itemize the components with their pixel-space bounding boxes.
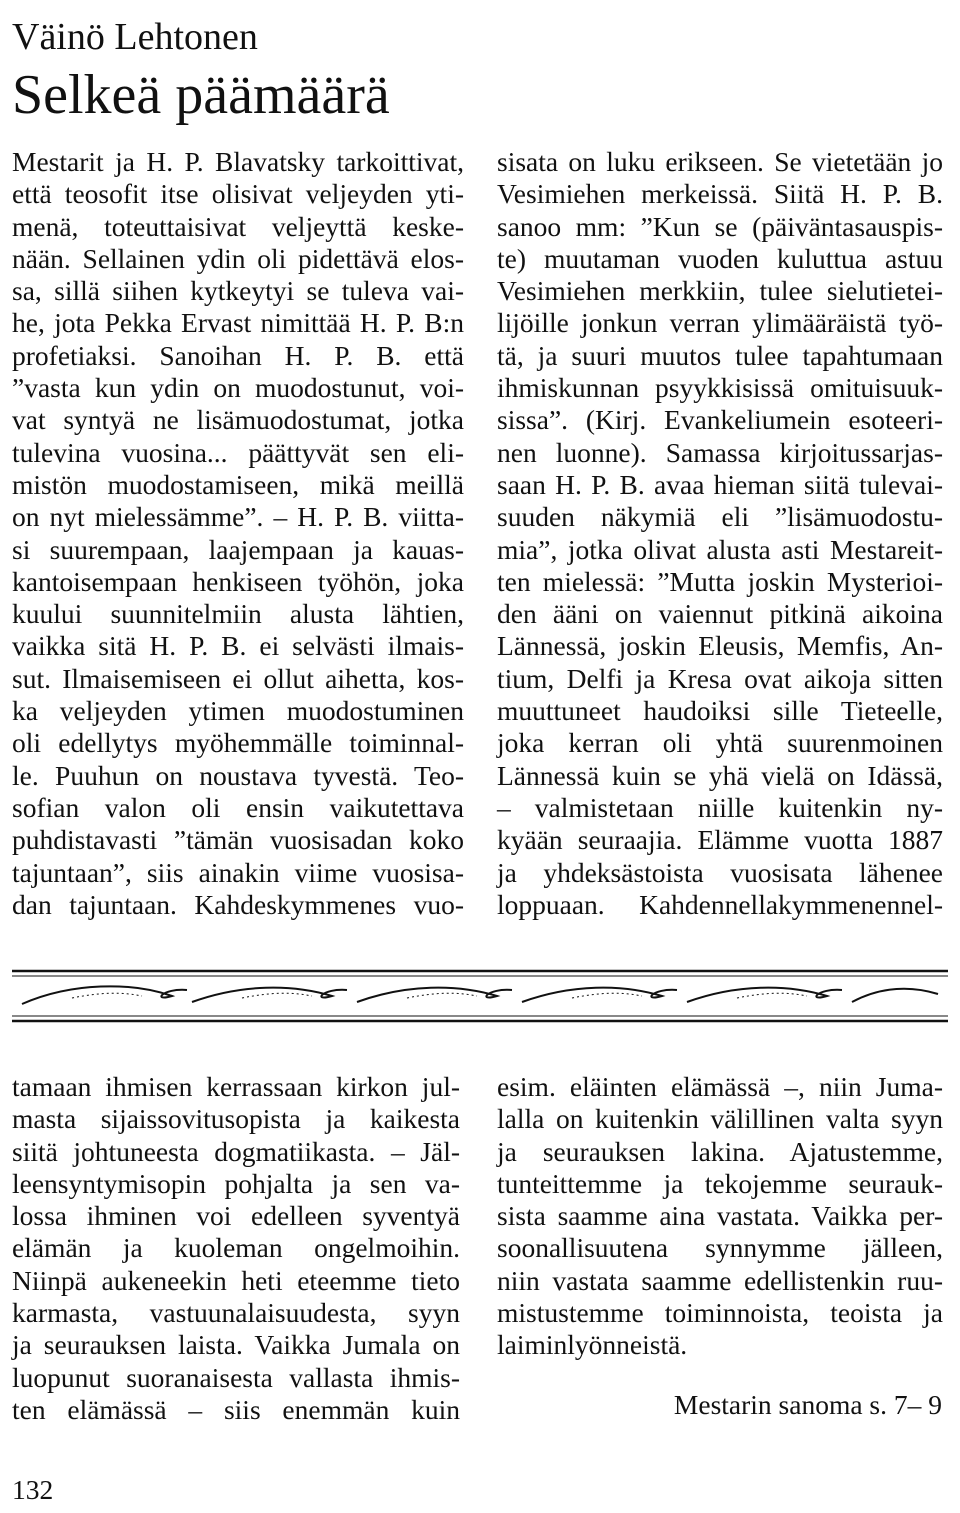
- text-line: soonallisuutena synnymme jälleen,: [497, 1232, 943, 1264]
- text-line: karmasta, vastuunalaisuudesta, syyn: [12, 1297, 460, 1329]
- text-line: saan H. P. B. avaa hieman siitä tulevai-: [497, 468, 943, 500]
- text-line: sut. Ilmaisemiseen ei ollut aihetta, kos-: [12, 662, 464, 694]
- text-line: te) muutaman vuoden kuluttua astuu: [497, 242, 943, 274]
- text-line: sa, sillä siihen kytkeytyi se tuleva vai-: [12, 275, 464, 307]
- text-line: – valmistetaan niille kuitenkin ny-: [497, 791, 943, 823]
- text-line: masta sijaissovitusopista ja kaikesta: [12, 1103, 460, 1135]
- text-line: tä, ja suuri muutos tulee tapahtumaan: [497, 339, 943, 371]
- text-line: profetiaksi. Sanoihan H. P. B. että: [12, 339, 464, 371]
- text-line: lijöille jonkun verran ylimääräistä työ-: [497, 307, 943, 339]
- text-line: mistustemme toiminnoista, teoista ja: [497, 1297, 943, 1329]
- text-line: sofian valon oli ensin vaikutettava: [12, 791, 464, 823]
- text-line: nään. Sellainen ydin oli pidettävä elos-: [12, 242, 464, 274]
- text-line: le. Puuhun on noustava tyvestä. Teo-: [12, 759, 464, 791]
- text-line: kuului suunnitelmiin alusta lähtien,: [12, 598, 464, 630]
- text-line: niin vastata saamme edellistenkin ruu-: [497, 1264, 943, 1296]
- text-line: mia”, jotka olivat alusta asti Mestareit-: [497, 533, 943, 565]
- text-line: elämän ja kuoleman ongelmoihin.: [12, 1232, 460, 1264]
- text-line: puhdistavasti ”tämän vuosisadan koko: [12, 824, 464, 856]
- text-line: Vesimiehen merkeissä. Siitä H. P. B.: [497, 178, 943, 210]
- text-line: den ääni on vaiennut pitkinä aikoina: [497, 598, 943, 630]
- text-line: tajuntaan”, siis ainakin viime vuosisa-: [12, 856, 464, 888]
- text-line: ten elämässä – siis enemmän kuin: [12, 1393, 460, 1425]
- text-line: menä, toteuttaisivat veljeyttä keske-: [12, 210, 464, 242]
- text-line: dan tajuntaan. Kahdeskymmenes vuo-: [12, 888, 464, 920]
- text-line: kantoisempaan henkiseen työhön, joka: [12, 565, 464, 597]
- text-line: mistön muodostamiseen, mikä meillä: [12, 468, 464, 500]
- text-line: Niinpä aukeneekin heti eteemme tieto: [12, 1264, 460, 1296]
- text-line: tunteittemme ja tekojemme seurauk-: [497, 1167, 943, 1199]
- text-line: ten mielessä: ”Mutta joskin Mysterioi-: [497, 565, 943, 597]
- upper-right-column: [497, 146, 943, 921]
- text-line: siitä johtuneesta dogmatiikasta. – Jäl-: [12, 1135, 460, 1167]
- text-line: si suurempaan, laajempaan ja kauas-: [12, 533, 464, 565]
- article-title: Selkeä päämäärä: [12, 64, 390, 126]
- text-line: sista saamme aina vastata. Vaikka per-: [497, 1200, 943, 1232]
- text-line: tium, Delfi ja Kresa ovat aikoja sitten: [497, 662, 943, 694]
- text-line: Vesimiehen merkkiin, tulee sielutietei-: [497, 275, 943, 307]
- text-line: tulevina vuosina... päättyvät sen eli-: [12, 436, 464, 468]
- text-line: ja seurauksen lakina. Ajatustemme,: [497, 1135, 943, 1167]
- text-line: Lännessä kuin se yhä vielä on Idässä,: [497, 759, 943, 791]
- text-line: ihmiskunnan psyykkisissä omituisuuk-: [497, 372, 943, 404]
- text-line: esim. eläinten elämässä –, niin Juma-: [497, 1071, 943, 1102]
- text-line: vat syntyä ne lisämuodostumat, jotka: [12, 404, 464, 436]
- page-number: 132: [12, 1474, 54, 1505]
- text-line: leensyntymisopin pohjalta ja sen va-: [12, 1167, 460, 1199]
- decorative-divider: [12, 968, 948, 1024]
- text-line: loppuaan. Kahdennellakymmenennel-: [497, 888, 943, 920]
- text-line: muuttuneet haudoiksi sille Tieteelle,: [497, 695, 943, 727]
- text-line: suuden näkymiä eli ”lisämuodostu-: [497, 501, 943, 533]
- text-line: ja yhdeksästoista vuosisata lähenee: [497, 856, 943, 888]
- text-line: sisata on luku erikseen. Se vietetään jo: [497, 146, 943, 177]
- text-line: luopunut suoranaisesta vallasta ihmis-: [12, 1361, 460, 1393]
- text-line: Lännessä, joskin Eleusis, Memfis, An-: [497, 630, 943, 662]
- text-line: on nyt mielessämme”. – H. P. B. viitta-: [12, 501, 464, 533]
- text-line: Mestarit ja H. P. Blavatsky tarkoittivat,: [12, 146, 464, 177]
- text-line: joka kerran oli yhtä suurenmoinen: [497, 727, 943, 759]
- text-line: ”vasta kun ydin on muodostunut, voi-: [12, 372, 464, 404]
- text-line: oli edellytys myöhemmälle toiminnal-: [12, 727, 464, 759]
- text-line: vaikka sitä H. P. B. ei selvästi ilmais-: [12, 630, 464, 662]
- text-line: lalla on kuitenkin välillinen valta syyn: [497, 1103, 943, 1135]
- text-line: lossa ihminen voi edelleen syventyä: [12, 1200, 460, 1232]
- text-line: kyään seuraajia. Elämme vuotta 1887: [497, 824, 943, 856]
- text-line: he, jota Pekka Ervast nimittää H. P. B:n: [12, 307, 464, 339]
- lower-left-column: [12, 1071, 460, 1426]
- text-line: ja seurauksen laista. Vaikka Jumala on: [12, 1329, 460, 1361]
- text-line: sissa”. (Kirj. Evankeliumein esoteeri-: [497, 404, 943, 436]
- text-line: sanoo mm: ”Kun se (päiväntasauspis-: [497, 210, 943, 242]
- text-line: tamaan ihmisen kerrassaan kirkon jul-: [12, 1071, 460, 1102]
- text-line: ka veljeyden ytimen muodostuminen: [12, 695, 464, 727]
- lower-right-column: [497, 1071, 943, 1362]
- text-line: laiminlyönneistä.: [497, 1329, 688, 1361]
- upper-left-column: [12, 146, 464, 921]
- text-line: nen luonne). Samassa kirjoitussarjas-: [497, 436, 943, 468]
- author-name: Väinö Lehtonen: [12, 16, 258, 58]
- text-line: että teosofit itse olisivat veljeyden yti-: [12, 178, 464, 210]
- source-citation: Mestarin sanoma s. 7– 9: [673, 1389, 942, 1420]
